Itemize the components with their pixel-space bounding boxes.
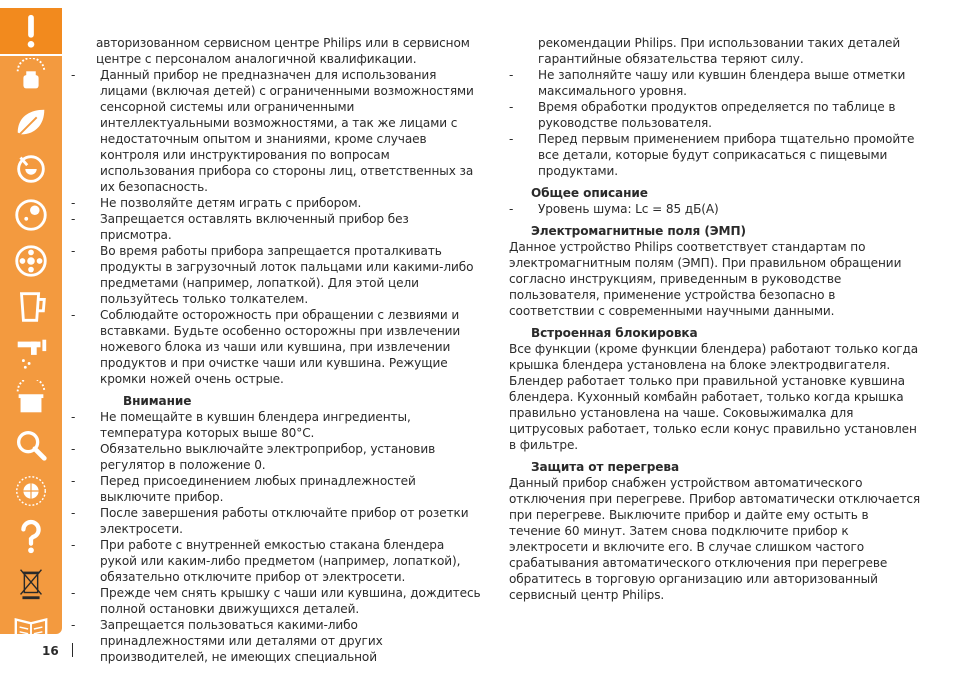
leaf-icon[interactable]: [0, 100, 62, 146]
list-item: [71, 473, 484, 505]
list-item: [71, 617, 484, 665]
list-dash: -: [71, 538, 76, 552]
list-dash: -: [71, 506, 76, 520]
bin-crossed-icon[interactable]: [0, 560, 62, 606]
list-dash: -: [509, 202, 514, 216]
grater-disc-icon[interactable]: [0, 192, 62, 238]
list-item-text: Перед первым применением прибора тщательно промойте все детали, которые будут соприкасаться с пищевыми продуктами.: [538, 132, 915, 178]
text-line: центре с персоналом аналогичной квалификации.: [96, 52, 417, 66]
emf-paragraph: Данное устройство Philips соответствует стандартам по электромагнитным полям (ЭМП). При правильном обращении согласно инструкциям, приведенным в руководстве пользователя, применение устройства безопасно в соответствии с современными научными данными.: [509, 240, 902, 318]
section-heading-emf: Электромагнитные поля (ЭМП): [531, 224, 746, 238]
list-item-text: Данный прибор не предназначен для использования лицами (включая детей) с ограниченными возможностями сенсорной системы или ограниченными интеллектуальными возможностями, а так же лицами с недостаточным опытом и знаниями, кроме случаев контроля или инструктирования по вопросам использования прибора со стороны лиц, ответственных за их безопасность.: [100, 68, 474, 194]
world-wide-guarantee-icon[interactable]: [0, 468, 62, 514]
list-item-text: Не заполняйте чашу или кувшин блендера выше отметки максимального уровня.: [538, 68, 906, 98]
list-item: [71, 67, 484, 195]
list-item-text: Не позволяйте детям играть с прибором.: [100, 196, 362, 210]
text-line: гарантийные обязательства теряют силу.: [538, 52, 804, 66]
list-item: [71, 505, 484, 537]
list-dash: -: [71, 586, 76, 600]
click-and-go-icon[interactable]: [0, 54, 62, 100]
list-dash: -: [509, 132, 514, 146]
list-item-text: Запрещается оставлять включенный прибор без присмотра.: [100, 212, 409, 242]
exclamation-icon[interactable]: [0, 8, 62, 56]
page-number: 16: [42, 644, 59, 658]
list-item: [509, 67, 921, 99]
magnifier-icon[interactable]: [0, 422, 62, 468]
section-tabs-sidebar: [0, 8, 62, 634]
list-dash: -: [71, 244, 76, 258]
list-dash: -: [71, 68, 76, 82]
list-item: [71, 441, 484, 473]
list-item-text: Не помещайте в кувшин блендера ингредиенты, температура которых выше 80°C.: [100, 410, 411, 440]
left-column: [71, 35, 484, 665]
flower-disc-icon[interactable]: [0, 238, 62, 284]
text-line: рекомендации Philips. При использовании таких деталей: [538, 36, 901, 50]
list-dash: -: [71, 308, 76, 322]
list-dash: -: [71, 196, 76, 210]
list-dash: -: [71, 410, 76, 424]
list-dash: -: [71, 442, 76, 456]
list-dash: -: [71, 618, 76, 632]
list-dash: -: [71, 212, 76, 226]
list-item: [71, 409, 484, 441]
list-item: [509, 131, 921, 179]
text-line: авторизованном сервисном центре Philips или в сервисном: [96, 36, 470, 50]
list-item-text: Время обработки продуктов определяется по таблице в руководстве пользователя.: [538, 100, 896, 130]
list-item-text: Обязательно выключайте электроприбор, установив регулятор в положение 0.: [100, 442, 436, 472]
list-item: [71, 195, 484, 211]
section-heading-general: Общее описание: [531, 186, 648, 200]
blender-jug-icon[interactable]: [0, 284, 62, 330]
footer-divider: [72, 643, 73, 657]
storage-box-icon[interactable]: [0, 376, 62, 422]
list-dash: -: [509, 68, 514, 82]
list-item-text: После завершения работы отключайте прибор от розетки электросети.: [100, 506, 469, 536]
section-heading-caution: Внимание: [123, 394, 192, 408]
list-item: [71, 243, 484, 307]
right-column: [509, 35, 921, 603]
section-heading-lock: Встроенная блокировка: [531, 326, 698, 340]
list-item-text: При работе с внутренней емкостью стакана блендера рукой или каким-либо предметом (например, лопаткой), обязательно отключите прибор от электросети.: [100, 538, 461, 584]
citrus-press-icon[interactable]: [0, 146, 62, 192]
list-item: [71, 537, 484, 585]
list-item: [509, 99, 921, 131]
faucet-icon[interactable]: [0, 330, 62, 376]
list-item: [71, 585, 484, 617]
lock-paragraph: Все функции (кроме функции блендера) работают только когда крышка блендера установлена на блоке электродвигателя. Блендер работает только при правильной установке кувшина блендера. Кухонный комбайн работает, только когда крышка правильно установлена на чаше. Соковыжималка для цитрусовых работает, только если конус правильно установлен в фильтре.: [509, 342, 919, 452]
list-item-text: Прежде чем снять крышку с чаши или кувшина, дождитесь полной остановки движущихся деталей.: [100, 586, 481, 616]
list-item: [71, 211, 484, 243]
list-item-text: Во время работы прибора запрещается проталкивать продукты в загрузочный лоток пальцами или какими-либо предметами (например, лопаткой). Для этой цели пользуйтесь только толкателем.: [100, 244, 474, 306]
question-mark-icon[interactable]: [0, 514, 62, 560]
overheat-paragraph: Данный прибор снабжен устройством автоматического отключения при перегреве. Прибор автоматически отключается при перегреве. Выключите прибор и дайте ему остыть в течение 60 минут. Затем снова подключите прибор к электросети и включите его. В случае слишком частого срабатывания автоматического отключения при перегреве обратитесь в торговую организацию или авторизованный сервисный центр Philips.: [509, 476, 921, 602]
list-dash: -: [71, 474, 76, 488]
list-item-text: Запрещается пользоваться какими-либо принадлежностями или деталями от других производителей, не имеющих специальной: [100, 618, 383, 664]
list-dash: -: [509, 100, 514, 114]
list-item: [509, 201, 921, 217]
list-item-text: Соблюдайте осторожность при обращении с лезвиями и вставками. Будьте особенно осторожны при извлечении ножевого блока из чаши или кувшина, при извлечении продуктов и при очистке чаши или кувшина. Режущие кромки ножей очень острые.: [100, 308, 461, 386]
list-item: [71, 307, 484, 387]
list-item-text: Уровень шума: Lc = 85 дБ(А): [538, 202, 719, 216]
list-item-text: Перед присоединением любых принадлежностей выключите прибор.: [100, 474, 416, 504]
section-heading-overheat: Защита от перегрева: [531, 460, 680, 474]
